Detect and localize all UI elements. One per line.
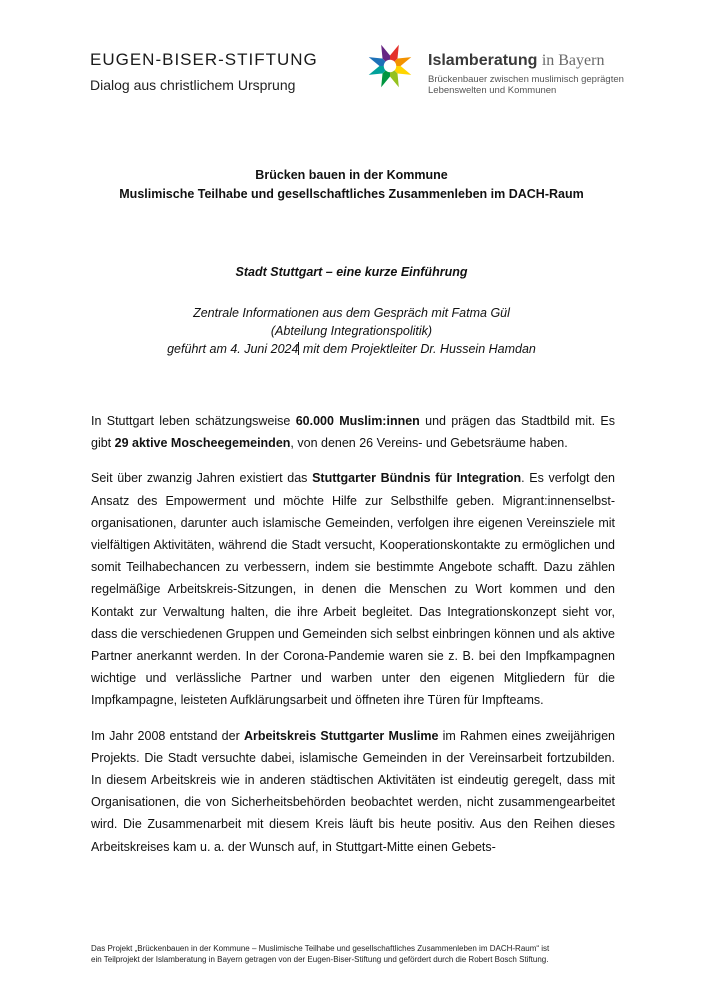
ib-name-bold: Islamberatung [428,52,538,69]
p1-text-1: In Stuttgart leben schätzungsweise [91,414,296,428]
ib-name-rest: in Bayern [541,52,605,69]
islamberatung-star-icon [366,42,414,90]
ib-name [428,51,624,71]
section-title: Stadt Stuttgart – eine kurze Einführung [235,265,468,279]
p3-text-1: Im Jahr 2008 entstand der [91,728,244,743]
p1-text-3: , von denen 26 Vereins- und Gebetsräume haben. [290,436,568,451]
islamberatung-logo-text [428,51,624,96]
logo-center [384,60,396,72]
paragraph-3 [91,725,615,858]
intro-date: geführt am 4. Juni 2024 [167,342,299,356]
title-line1: Brücken bauen in der Kommune [255,168,448,182]
intro-line2: (Abteilung Integrationspolitik) [270,324,433,338]
interview-info [0,304,703,358]
ib-tagline [428,74,624,96]
ib-tagline-line2: Lebenswelten und Kommunen [428,85,557,96]
p3-bold-1: Arbeitskreis Stuttgarter Muslime [243,728,439,743]
p1-text-2: und prägen das Stadtbild mit. Es gibt [91,414,615,451]
ebs-title: EUGEN-BISER-STIFTUNG [90,50,318,69]
footer-line2: ein Teilprojekt der Islamberatung in Bayern getragen von der Eugen-Biser-Stiftung und gefördert durch die Robert Bosch Stiftung. [91,954,549,964]
ebs-subtitle: Dialog aus christlichem Ursprung [90,77,296,93]
intro-line1: Zentrale Informationen aus dem Gespräch mit Fatma Gül [193,306,510,320]
footer-line1: Das Projekt „Brückenbauen in der Kommune – Muslimische Teilhabe und gesellschaftliches Zusammenleben im DACH-Raum“ ist [91,944,550,953]
intro-interviewer: mit dem Projektleiter Dr. Hussein Hamdan [299,342,536,356]
paragraph-1 [91,410,615,454]
p2-text-1: Seit über zwanzig Jahren existiert das [91,471,313,486]
title-line2: Muslimische Teilhabe und gesellschaftliches Zusammenleben im DACH-Raum [119,187,584,201]
p2-text-2: . Es verfolgt den Ansatz des Empowerment und möchte Hilfe zur Selbsthilfe geben. Migrant:innenselbstorganisationen, darunter auch islamische Gemeinden, verfolgen ihre eigenen Vereinsziele mit vielfältigen Aktivitäten, während die Stadt versucht, Kooperationskontakte zu ermöglichen und somit Teilhabechancen zu verbessern, indem sie bestimmte Angebote schafft. Dazu zählen regelmäßige Arbeitskreis-Sitzungen, in denen die Menschen zu Wort kommen und den Kontakt zur Verwaltung halten, die ihre Arbeit begleitet. Das Integrationskonzept sieht vor, dass die verschiedenen Gruppen und Gemeinden sich selbst einbringen können und als aktive Partner anerkannt werden. In der Corona-Pandemie waren sie z. B. bei den Impfkampagnen wichtige und verlässliche Partner und warben unter den eigenen Mitgliedern für die Impfkampagne, leisteten Aufklärungsarbeit und öffneten ihre Türen für Impfteams. [91,471,615,708]
footer-note [91,944,621,965]
p2-bold-1: Stuttgarter Bündnis für Integration [312,471,522,486]
ib-tagline-line1: Brückenbauer zwischen muslimisch geprägten [428,74,624,85]
body-text [91,410,615,871]
eugen-biser-stiftung-logo [90,50,318,94]
p1-bold-1: 60.000 Muslim:innen [295,414,420,428]
document-title [0,166,703,204]
p3-text-2: im Rahmen eines zweijährigen Projekts. Die Stadt versuchte dabei, islamische Gemeinden in der Vereinsarbeit fortzubilden. In diesem Arbeitskreis wie in anderen städtischen Aktivitäten ist eindeutig geregelt, dass mit Organisationen, die von Sicherheitsbehörden beobachtet werden, nicht zusammengearbeitet wird. Die Zusammenarbeit mit diesem Kreis läuft bis heute positiv. Aus den Reihen dieses Arbeitskreises kam u. a. der Wunsch auf, in Stuttgart-Mitte einen Gebets- [91,728,615,854]
paragraph-2 [91,467,615,711]
intro-line3 [0,340,703,358]
p1-bold-2: 29 aktive Moscheegemeinden [114,436,291,451]
